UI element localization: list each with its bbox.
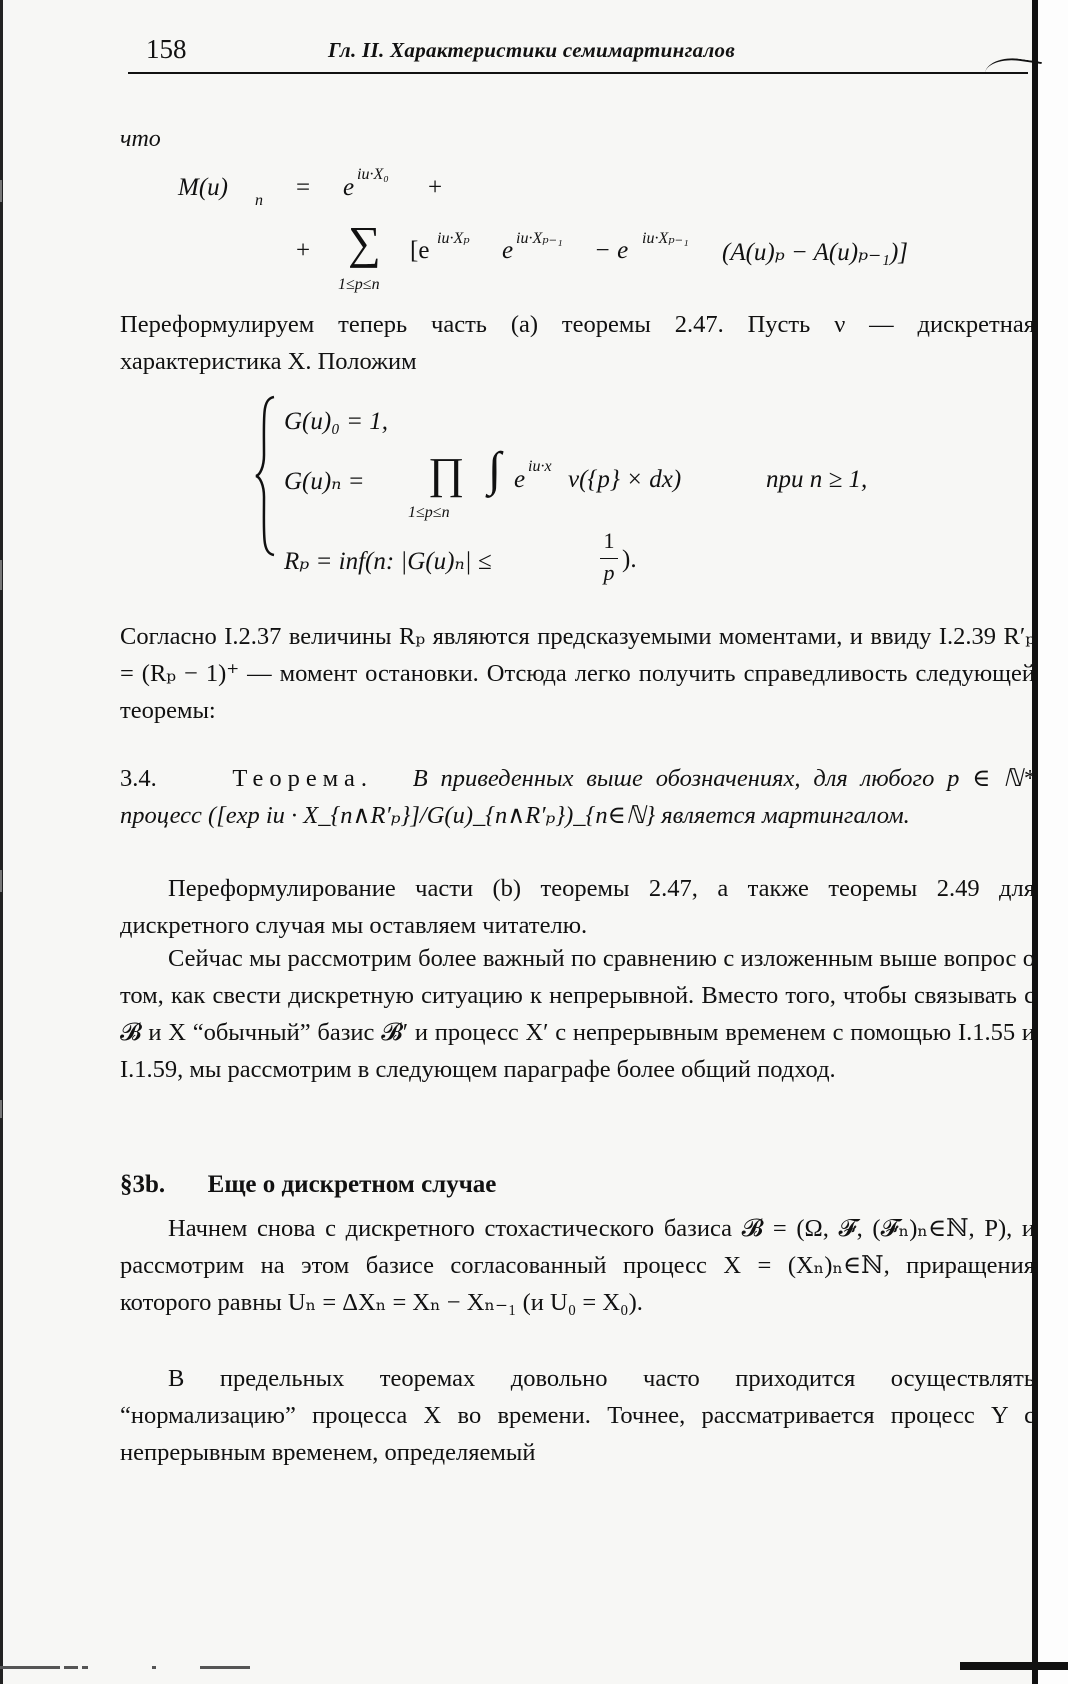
- scan-right-margin: [1038, 0, 1068, 1684]
- intro-word: что: [120, 126, 161, 152]
- system-line2-sup: iu·x: [528, 458, 552, 475]
- theorem-label: Теорема.: [232, 765, 374, 792]
- eq-body-tail: (A(u)ₚ − A(u)ₚ₋₁)]: [722, 239, 909, 266]
- scan-artifact: [0, 1100, 2, 1118]
- sum-symbol: ∑: [348, 217, 381, 268]
- paragraph-according: Согласно I.2.37 величины Rₚ являются предсказуемыми моментами, и ввиду I.2.39 R′ₚ = (Rₚ − 1)⁺ — момент остановки. Отсюда легко получить справедливость следующей теоремы:: [120, 623, 1035, 724]
- left-brace: [254, 395, 278, 557]
- scan-artifact: [0, 560, 2, 590]
- section-number: §3b.: [120, 1171, 166, 1198]
- frac-bar: [600, 558, 618, 559]
- section-title: Еще о дискретном случае: [207, 1171, 497, 1198]
- paragraph-start: Начнем снова с дискретного стохастического базиса 𝓑 = (Ω, 𝓕, (𝓕ₙ)ₙ∈ℕ, P), и рассмотрим на этом базисе согласованный процесс X = (Xₙ)ₙ∈ℕ, приращения которого равны Uₙ = ΔXₙ = Xₙ − Xₙ₋₁ (и U₀ = X₀).: [120, 1215, 1035, 1316]
- frac-numerator: 1: [603, 528, 615, 553]
- system-line2-e: e: [514, 466, 526, 493]
- eq-lhs-sub: n: [255, 192, 263, 209]
- system-line3-lhs: Rₚ = inf(n: |G(u)ₙ| ≤: [284, 548, 492, 575]
- prod-range: 1≤p≤n: [408, 504, 450, 521]
- page-header: [128, 30, 1038, 70]
- section-heading: [120, 1171, 496, 1199]
- scan-artifact: [0, 870, 2, 892]
- eq-first-term-sup: iu·X₀: [357, 166, 389, 183]
- eq-lhs: M(u): [178, 174, 228, 201]
- scan-artifact: [0, 180, 2, 202]
- eq-body-sup1: iu·Xₚ: [437, 230, 470, 247]
- paragraph-now: Сейчас мы рассмотрим более важный по сравнению с изложенным выше вопрос о том, как свести дискретную ситуацию к непрерывной. Вместо того, чтобы связывать с 𝓑 и X “обычный” базис 𝓑′ и процесс X′ с непрерывным временем с помощью I.1.55 и I.1.59, мы рассмотрим в следующем параграфе более общий подход.: [120, 945, 1035, 1083]
- system-line2-lhs: G(u)ₙ =: [284, 468, 365, 495]
- eq-first-term: e: [343, 174, 355, 201]
- eq-body-sup2: iu·Xₚ₋₁: [516, 230, 563, 247]
- eq-plus-end: +: [428, 174, 443, 201]
- eq-body-e2: e: [502, 237, 514, 264]
- header-rule: [128, 72, 1028, 74]
- system-line2-condition: при n ≥ 1,: [766, 466, 868, 493]
- eq-body-sup3: iu·Xₚ₋₁: [642, 230, 689, 247]
- system-line2-tail: ν({p} × dx): [568, 466, 682, 493]
- running-head: Гл. II. Характеристики семимартингалов: [328, 38, 736, 62]
- integral-symbol: ∫: [488, 443, 502, 496]
- scan-bottom-noise: [0, 1664, 360, 1670]
- paragraph-limit: В предельных теоремах довольно часто приходится осуществлять “нормализацию” процесса X во времени. Точнее, рассматривается процесс Y с непрерывным временем, определяемый: [120, 1365, 1035, 1466]
- system-line3-tail: ).: [622, 546, 637, 573]
- theorem-3-4: [120, 760, 1035, 834]
- theorem-number: 3.4.: [120, 765, 157, 792]
- system-line1: G(u)₀ = 1,: [284, 408, 389, 435]
- scan-bottom-edge: [960, 1662, 1068, 1670]
- paragraph-reformulation-b: Переформулирование части (b) теоремы 2.47, а также теоремы 2.49 для дискретного случая мы оставляем читателю.: [120, 875, 1035, 939]
- eq-body-minus: − e: [594, 237, 629, 264]
- paragraph-reformulate: Переформулируем теперь часть (a) теоремы 2.47. Пусть ν — дискретная характеристика X. Положим: [120, 311, 1035, 375]
- eq-sign: =: [296, 174, 311, 201]
- scan-left-edge: [0, 0, 3, 1684]
- prod-symbol: ∏: [428, 449, 465, 498]
- theorem-statement: В приведенных выше обозначениях, для любого p ∈ ℕ* процесс ([exp iu · X_{n∧R′ₚ}]/G(u)_{n∧R′ₚ})_{n∈ℕ} является мартингалом.: [120, 765, 1036, 829]
- sum-range: 1≤p≤n: [338, 276, 380, 293]
- frac-denominator: p: [603, 560, 615, 585]
- page-number: 158: [146, 34, 187, 64]
- eq-body-open: [e: [410, 237, 430, 264]
- eq-plus-start: +: [296, 237, 311, 264]
